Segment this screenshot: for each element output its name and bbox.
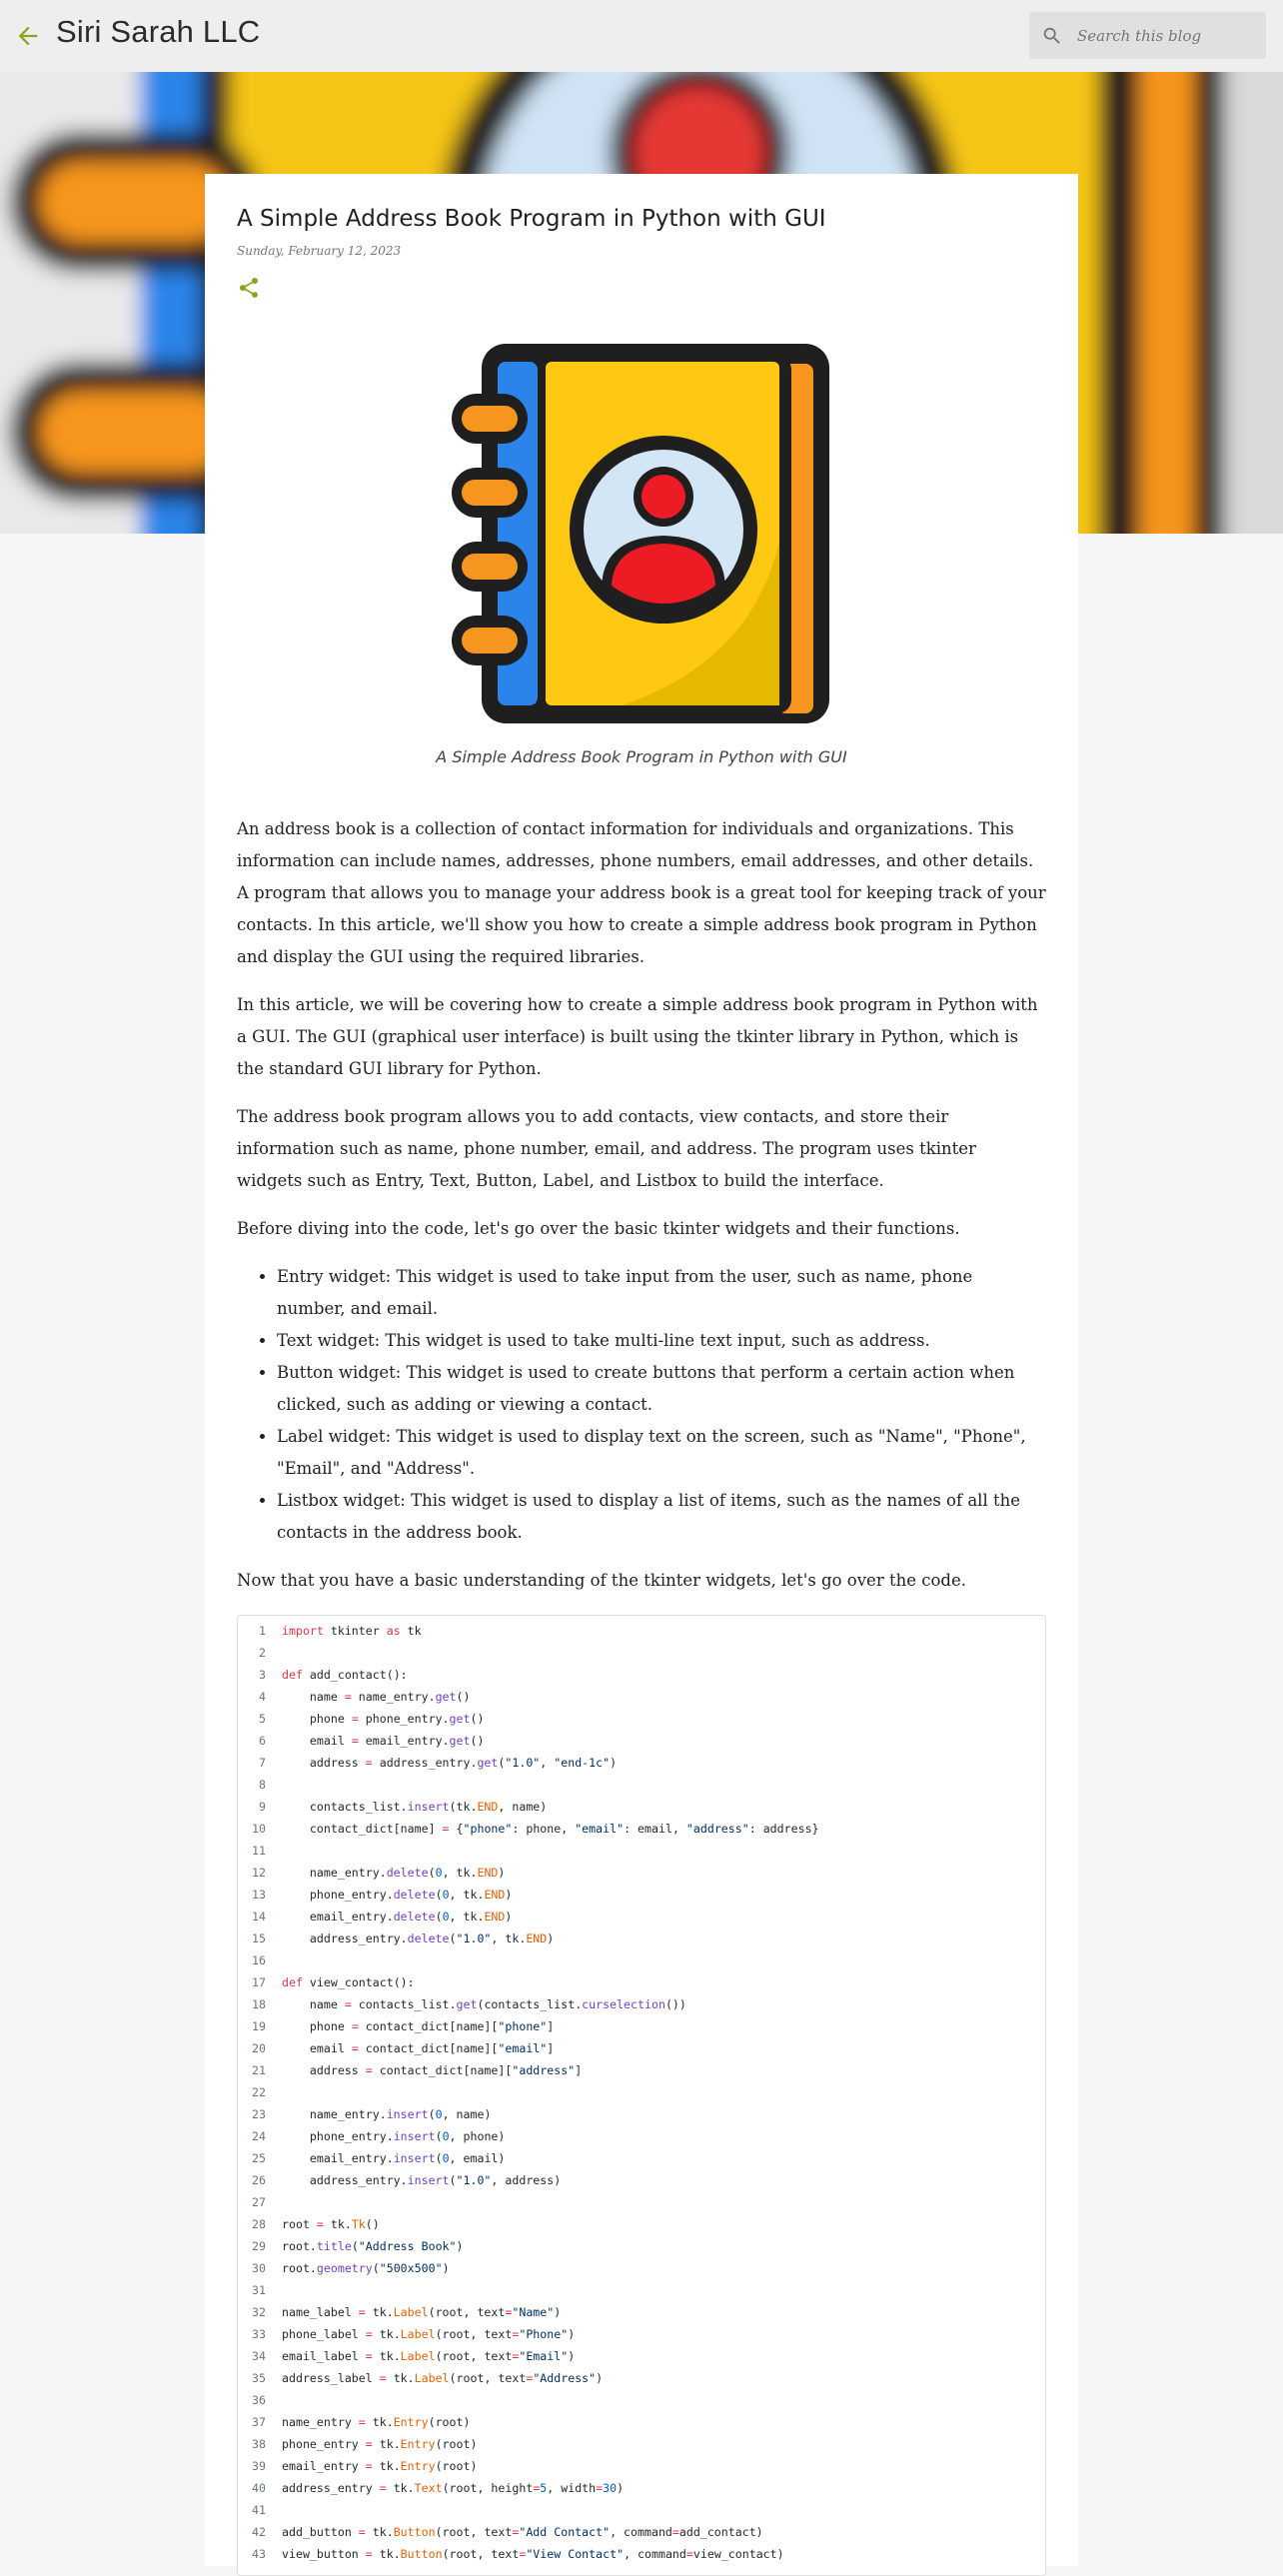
- code-line: [238, 1620, 1045, 1642]
- line-number: 17: [252, 1975, 266, 1989]
- code-line: [238, 2411, 1045, 2433]
- code-line: [238, 2103, 1045, 2125]
- code-line: [238, 2015, 1045, 2037]
- code-line: [238, 1818, 1045, 1840]
- line-number: 33: [252, 2327, 266, 2341]
- code-text: name_label = tk.Label(root, text="Name"): [282, 2305, 562, 2319]
- code-line: [238, 1642, 1045, 1664]
- code-line: [238, 1774, 1045, 1796]
- code-text: phone_label = tk.Label(root, text="Phone"): [282, 2327, 576, 2341]
- code-line: [238, 1664, 1045, 1686]
- address-book-image[interactable]: [452, 342, 831, 725]
- post-card: [205, 174, 1078, 2566]
- line-number: 32: [252, 2305, 266, 2319]
- code-line: [238, 1686, 1045, 1708]
- line-number: 24: [252, 2129, 266, 2143]
- image-caption: A Simple Address Book Program in Python with GUI: [436, 747, 847, 766]
- code-text: view_button = tk.Button(root, text="View Contact", command=view_contact): [282, 2547, 784, 2561]
- code-text: name = contacts_list.get(contacts_list.curselection()): [282, 1997, 686, 2011]
- line-number: 42: [252, 2525, 266, 2539]
- post-date[interactable]: Sunday, February 12, 2023: [237, 244, 402, 258]
- magnifier-icon[interactable]: [1041, 25, 1063, 47]
- code-text: contact_dict[name] = {"phone": phone, "email": email, "address": address}: [282, 1822, 819, 1836]
- code-text: address_entry.delete("1.0", tk.END): [282, 1932, 555, 1945]
- post-body: [237, 813, 1046, 1613]
- code-text: address = address_entry.get("1.0", "end-1c"): [282, 1756, 618, 1770]
- code-text: email_entry = tk.Entry(root): [282, 2459, 478, 2473]
- line-number: 36: [252, 2393, 266, 2407]
- code-text: def view_contact():: [282, 1975, 415, 1989]
- line-number: 21: [252, 2063, 266, 2077]
- line-number: 22: [252, 2085, 266, 2099]
- line-number: 9: [259, 1800, 266, 1814]
- code-line: [238, 2367, 1045, 2389]
- line-number: 11: [252, 1844, 266, 1858]
- code-line: [238, 2389, 1045, 2411]
- code-text: email_entry.delete(0, tk.END): [282, 1910, 513, 1924]
- code-text: phone_entry.delete(0, tk.END): [282, 1888, 513, 1902]
- code-line: [238, 2257, 1045, 2279]
- line-number: 2: [259, 1646, 266, 1660]
- code-text: phone = contact_dict[name]["phone"]: [282, 2019, 555, 2033]
- code-text: address_label = tk.Label(root, text="Address"): [282, 2371, 604, 2385]
- line-number: 39: [252, 2459, 266, 2473]
- code-text: import tkinter as tk: [282, 1624, 422, 1638]
- code-line: [238, 1928, 1045, 1949]
- arrow-left-icon[interactable]: [14, 22, 42, 50]
- code-block[interactable]: [237, 1615, 1046, 2576]
- post-title[interactable]: A Simple Address Book Program in Python with GUI: [237, 206, 826, 232]
- code-line: [238, 1993, 1045, 2015]
- line-number: 6: [259, 1734, 266, 1748]
- code-line: [238, 2323, 1045, 2345]
- list-item: • Button widget: This widget is used to create buttons that perform a certain action when clicked, such as adding or viewing a contact.: [277, 1357, 1046, 1421]
- code-text: address_entry = tk.Text(root, height=5, width=30): [282, 2481, 625, 2495]
- code-line: [238, 2169, 1045, 2191]
- line-number: 15: [252, 1932, 266, 1945]
- line-number: 1: [259, 1624, 266, 1638]
- line-number: 8: [259, 1778, 266, 1792]
- paragraph: Now that you have a basic understanding of the tkinter widgets, let's go over the code.: [237, 1571, 966, 1590]
- code-line: [238, 2499, 1045, 2521]
- list-item: • Label widget: This widget is used to display text on the screen, such as "Name", "Phone", "Email", and "Address".: [277, 1421, 1046, 1485]
- paragraph: An address book is a collection of contact information for individuals and organizations. This information can include names, addresses, phone numbers, email addresses, and other details. A program that allows you to manage your address book is a great tool for keeping track of your contacts. In this article, we'll show you how to create a simple address book program in Python and display the GUI using the required libraries.: [237, 819, 1046, 966]
- code-line: [238, 2059, 1045, 2081]
- blog-title[interactable]: Siri Sarah LLC: [56, 14, 261, 49]
- code-text: email = contact_dict[name]["email"]: [282, 2041, 555, 2055]
- list-item: • Entry widget: This widget is used to take input from the user, such as name, phone number, and email.: [277, 1261, 1046, 1325]
- line-number: 31: [252, 2283, 266, 2297]
- code-text: phone = phone_entry.get(): [282, 1712, 485, 1726]
- code-line: [238, 1752, 1045, 1774]
- paragraph: In this article, we will be covering how to create a simple address book program in Python with a GUI. The GUI (graphical user interface) is built using the tkinter library in Python, which is the standard GUI library for Python.: [237, 995, 1038, 1078]
- line-number: 27: [252, 2195, 266, 2209]
- line-number: 25: [252, 2151, 266, 2165]
- line-number: 29: [252, 2239, 266, 2253]
- code-text: name_entry = tk.Entry(root): [282, 2415, 471, 2429]
- line-number: 7: [259, 1756, 266, 1770]
- code-line: [238, 2433, 1045, 2455]
- code-line: [238, 1949, 1045, 1971]
- line-number: 12: [252, 1866, 266, 1880]
- code-text: name_entry.delete(0, tk.END): [282, 1866, 506, 1880]
- code-text: email_label = tk.Label(root, text="Email"): [282, 2349, 576, 2363]
- list-item: • Listbox widget: This widget is used to display a list of items, such as the names of all the contacts in the address book.: [277, 1485, 1046, 1549]
- line-number: 40: [252, 2481, 266, 2495]
- search-input[interactable]: [1075, 21, 1259, 51]
- line-number: 26: [252, 2173, 266, 2187]
- line-number: 18: [252, 1997, 266, 2011]
- code-text: root.geometry("500x500"): [282, 2261, 450, 2275]
- code-line: [238, 2301, 1045, 2323]
- code-line: [238, 1971, 1045, 1993]
- code-line: [238, 2543, 1045, 2565]
- search-box[interactable]: [1029, 12, 1266, 59]
- line-number: 34: [252, 2349, 266, 2363]
- code-line: [238, 1862, 1045, 1884]
- code-line: [238, 2191, 1045, 2213]
- code-text: root.title("Address Book"): [282, 2239, 464, 2253]
- line-number: 10: [252, 1822, 266, 1836]
- code-line: [238, 2235, 1045, 2257]
- line-number: 43: [252, 2547, 266, 2561]
- code-line: [238, 1884, 1045, 1906]
- line-number: 28: [252, 2217, 266, 2231]
- code-line: [238, 2037, 1045, 2059]
- code-text: name = name_entry.get(): [282, 1690, 471, 1704]
- paragraph: Before diving into the code, let's go over the basic tkinter widgets and their functions.: [237, 1219, 960, 1238]
- code-line: [238, 1730, 1045, 1752]
- line-number: 4: [259, 1690, 266, 1704]
- line-number: 20: [252, 2041, 266, 2055]
- list-item: • Text widget: This widget is used to take multi-line text input, such as address.: [277, 1325, 1046, 1357]
- code-line: [238, 2521, 1045, 2543]
- line-number: 23: [252, 2107, 266, 2121]
- line-number: 19: [252, 2019, 266, 2033]
- code-line: [238, 2125, 1045, 2147]
- code-text: email = email_entry.get(): [282, 1734, 485, 1748]
- code-line: [238, 2345, 1045, 2367]
- code-line: [238, 2477, 1045, 2499]
- line-number: 13: [252, 1888, 266, 1902]
- code-text: phone_entry.insert(0, phone): [282, 2129, 506, 2143]
- line-number: 38: [252, 2437, 266, 2451]
- share-icon[interactable]: [237, 276, 261, 300]
- code-text: contacts_list.insert(tk.END, name): [282, 1800, 548, 1814]
- code-text: add_button = tk.Button(root, text="Add Contact", command=add_contact): [282, 2525, 763, 2539]
- line-number: 41: [252, 2503, 266, 2517]
- line-number: 35: [252, 2371, 266, 2385]
- code-line: [238, 2279, 1045, 2301]
- line-number: 30: [252, 2261, 266, 2275]
- code-text: def add_contact():: [282, 1668, 408, 1682]
- line-number: 3: [259, 1668, 266, 1682]
- code-text: name_entry.insert(0, name): [282, 2107, 492, 2121]
- paragraph: The address book program allows you to add contacts, view contacts, and store their information such as name, phone number, email, and address. The program uses tkinter widgets such as Entry, Text, Button, Label, and Listbox to build the interface.: [237, 1107, 976, 1190]
- code-text: address = contact_dict[name]["address"]: [282, 2063, 583, 2077]
- code-line: [238, 2147, 1045, 2169]
- code-line: [238, 1708, 1045, 1730]
- line-number: 16: [252, 1953, 266, 1967]
- top-bar: [0, 0, 1283, 72]
- code-line: [238, 2455, 1045, 2477]
- code-text: phone_entry = tk.Entry(root): [282, 2437, 478, 2451]
- code-text: root = tk.Tk(): [282, 2217, 380, 2231]
- line-number: 14: [252, 1910, 266, 1924]
- code-line: [238, 1906, 1045, 1928]
- code-text: address_entry.insert("1.0", address): [282, 2173, 562, 2187]
- code-text: email_entry.insert(0, email): [282, 2151, 506, 2165]
- code-line: [238, 1796, 1045, 1818]
- line-number: 5: [259, 1712, 266, 1726]
- code-line: [238, 2081, 1045, 2103]
- code-line: [238, 1840, 1045, 1862]
- line-number: 37: [252, 2415, 266, 2429]
- code-line: [238, 2213, 1045, 2235]
- widgets-list: [237, 1261, 1046, 1549]
